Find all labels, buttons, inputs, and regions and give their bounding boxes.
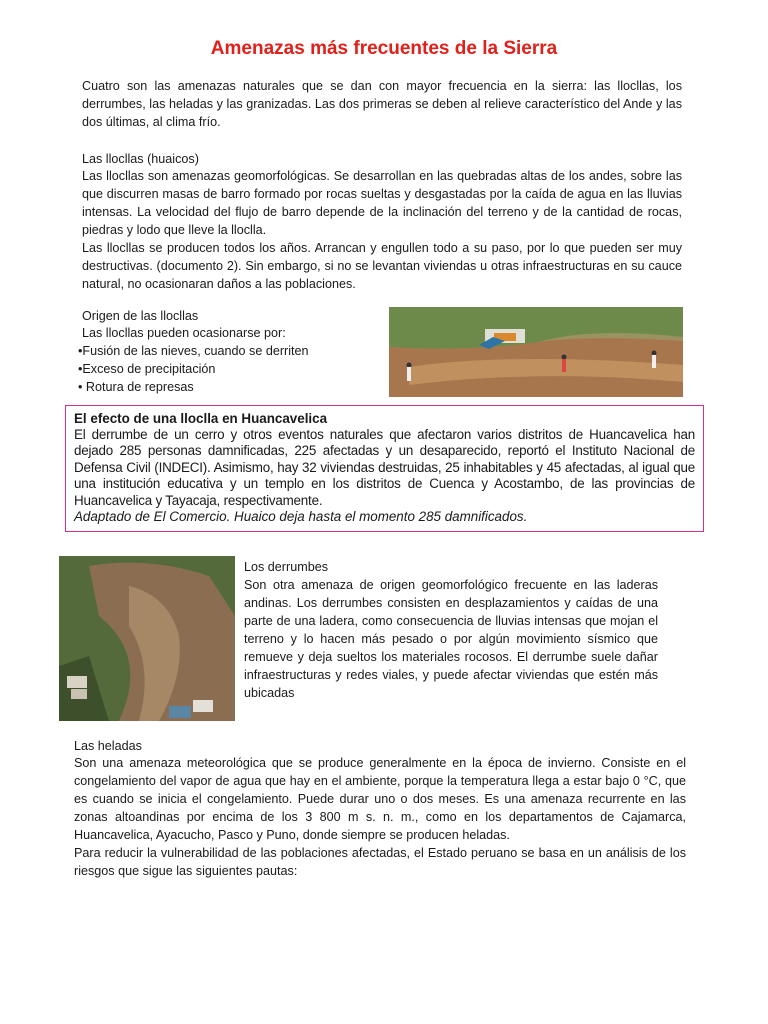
- heladas-paragraph-2: Para reducir la vulnerabilidad de las poblaciones afectadas, el Estado peruano se basa en un análisis de los riesgos que sigue las siguientes pautas:: [74, 846, 686, 878]
- llocllas-paragraph-1: Las llocllas son amenazas geomorfológicas. Se desarrollan en las quebradas altas de los andes, sobre las que discurren masas de barro formado por rocas sueltas y desgastadas por la caída de agua en las lluvias intensas. La velocidad del flujo de barro depende de la inclinación del terreno y de la cantidad de rocas, piedras y lodo que lleve la lloclla.: [82, 169, 682, 237]
- origen-item: •Fusión de las nieves, cuando se derriten: [78, 344, 309, 358]
- page-title: Amenazas más frecuentes de la Sierra: [210, 38, 558, 59]
- derrumbe-photo: [59, 556, 235, 721]
- origen-item: •Exceso de precipitación: [78, 362, 216, 376]
- news-box-title: El efecto de una lloclla en Huancavelica: [74, 411, 328, 426]
- lloclla-photo-illustration: [389, 307, 683, 397]
- origen-item: • Rotura de represas: [78, 380, 194, 394]
- derrumbe-photo-illustration: [59, 556, 235, 721]
- lloclla-news-box: [65, 405, 704, 532]
- heladas-section: [74, 754, 686, 880]
- heladas-paragraph-1: Son una amenaza meteorológica que se produce generalmente en la época de invierno. Consiste en el congelamiento del vapor de agua que hay en el ambiente, porque la temperatura llega a estar bajo 0 °C, que es cuando se inicia el congelamiento. Puede durar uno o dos meses. Es una amenaza recurrente en las zonas altoandinas por encima de los 3 800 m s. n. m., como en los departamentos de Cajamarca, Huancavelica, Ayacucho, Pasco y Puno, donde siempre se producen heladas.: [74, 756, 686, 842]
- derrumbes-heading: Los derrumbes: [244, 560, 328, 574]
- intro-paragraph: Cuatro son las amenazas naturales que se dan con mayor frecuencia en la sierra: las llocllas, los derrumbes, las heladas y las granizadas. Las dos primeras se deben al relieve característico del Ande y las dos últimas, al clima frío.: [82, 79, 682, 129]
- news-box-body: El derrumbe de un cerro y otros eventos naturales que afectaron varios distritos de Huancavelica han dejado 285 personas damnificadas, 225 afectadas y un desaparecido, reportó el Instituto Nacional de Defensa Civil (INDECI). Asimismo, hay 32 viviendas destruidas, 25 inhabitables y 45 afectadas, al igual que una institución educativa y un templo en los distritos de Cuenca y Acostambo, de las provincias de Huancavelica y Tayacaja, respectivamente.: [74, 427, 695, 508]
- lloclla-photo: [389, 307, 683, 397]
- origen-lead: Las llocllas pueden ocasionarse por:: [82, 326, 286, 340]
- llocllas-paragraph-2: Las llocllas se producen todos los años. Arrancan y engullen todo a su paso, por lo que pueden ser muy destructivas. (documento 2). Sin embargo, si no se levantan viviendas u otras infraestructuras en su cauce natural, no ocasionaran daños a las poblaciones.: [82, 241, 682, 291]
- llocllas-section: [82, 167, 682, 293]
- derrumbes-paragraph: Son otra amenaza de origen geomorfológico frecuente en las laderas andinas. Los derrumbes consisten en desplazamientos y caídas de una parte de una ladera, como consecuencia de lluvias intensas que mojan el terreno y lo hacen más pesado o por algún movimiento sísmico que remueve y deja sueltos los materiales rocosos. El derrumbe suele dañar infraestructuras y redes viales, y puede afectar viviendas que estén más ubicadas: [244, 578, 658, 700]
- heladas-heading: Las heladas: [74, 739, 142, 753]
- origen-list: [78, 324, 368, 396]
- llocllas-heading: Las llocllas (huaicos): [82, 152, 199, 166]
- origen-heading: Origen de las llocllas: [82, 309, 199, 323]
- news-box-source: Adaptado de El Comercio. Huaico deja hasta el momento 285 damnificados.: [74, 509, 528, 525]
